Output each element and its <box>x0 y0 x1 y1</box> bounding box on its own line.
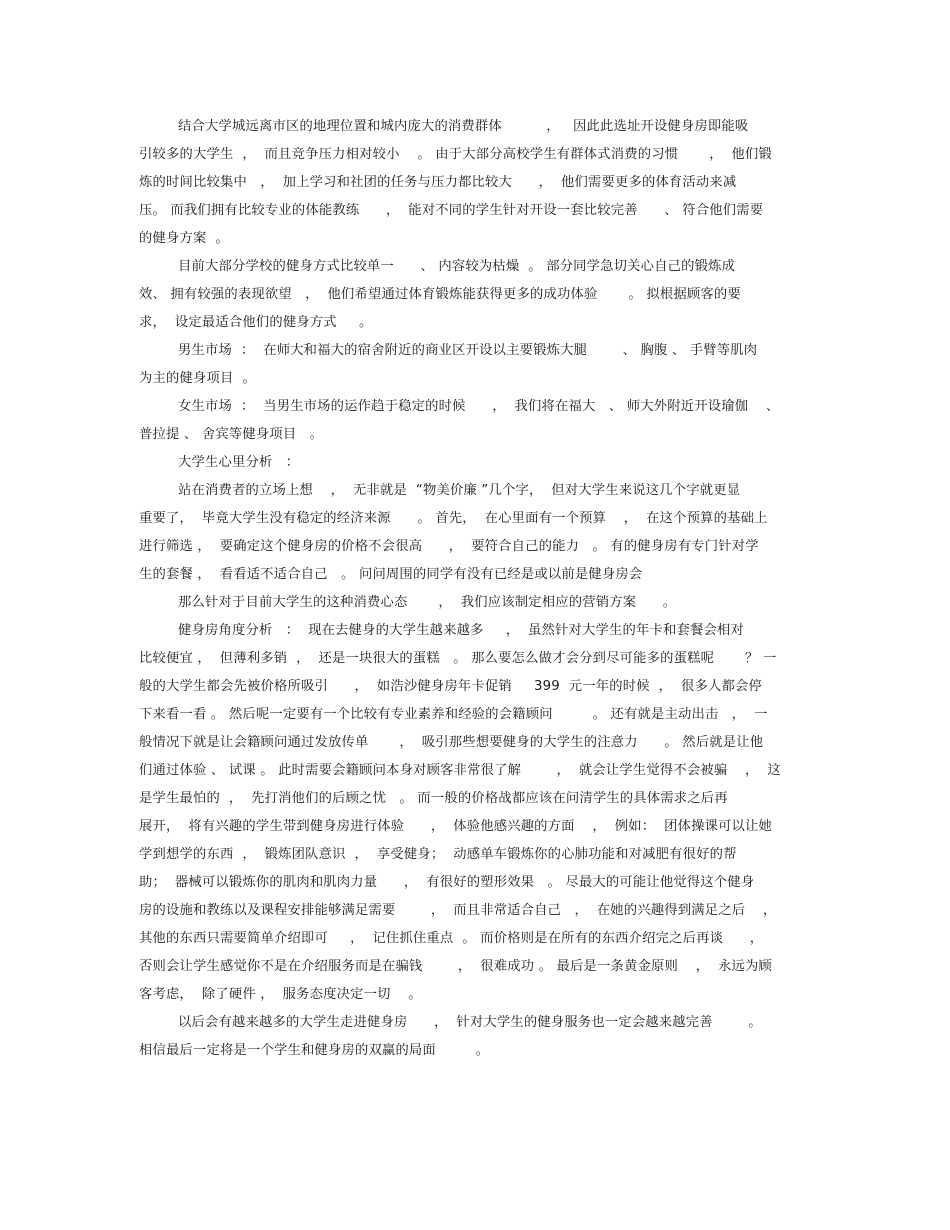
paragraph-line: 学到想学的东西 ， 锻炼团队意识 ， 享受健身； 动感单车锻炼你的心肺功能和对减肥有很好的帮 <box>139 847 737 862</box>
paragraph-line: 般的大学生都会先被价格所吸引 ， 如浩沙健身房年卡促销 399 元一年的时候 ， 很多人都会停 <box>139 679 762 694</box>
paragraph-line: 生的套餐 ， 看看适不适合自己 。 问问周围的同学有没有已经是或以前是健身房会 <box>139 567 643 582</box>
paragraph-line: 站在消费者的立场上想 ， 无非就是 “物美价廉 ”几个字， 但对大学生来说这几个字就更显 <box>178 483 741 498</box>
paragraph-line: 结合大学城远离市区的地理位置和城内庞大的消费群体 ， 因此此选址开设健身房即能吸 <box>178 119 749 134</box>
paragraph-line: 那么针对于目前大学生的这种消费心态 ， 我们应该制定相应的营销方案 。 <box>178 595 677 610</box>
paragraph-line: 重要了， 毕竟大学生没有稳定的经济来源 。 首先， 在心里面有一个预算 ， 在这个预算的基础上 <box>139 511 768 526</box>
paragraph-line: 目前大部分学校的健身方式比较单一 、 内容较为枯燥 。 部分同学急切关心自己的锻炼成 <box>178 259 736 274</box>
paragraph-line: 求， 设定最适合他们的健身方式 。 <box>139 315 373 330</box>
paragraph-line: 炼的时间比较集中 ， 加上学习和社团的任务与压力都比较大 ， 他们需要更多的体育活动来减 <box>139 175 737 190</box>
paragraph-line: 否则会让学生感觉你不是在介绍服务而是在骗钱 ， 很难成功 。 最后是一条黄金原则 ， 永远为顾 <box>139 959 773 974</box>
paragraph-line: 为主的健身项目 。 <box>139 371 256 386</box>
paragraph-line: 展开， 将有兴趣的学生带到健身房进行体验 ， 体验他感兴趣的方面 ， 例如： 团体操课可以让她 <box>139 819 773 834</box>
paragraph-line: 健身房角度分析 ： 现在去健身的大学生越来越多 ， 虽然针对大学生的年卡和套餐会相对 <box>178 623 745 638</box>
paragraph-line: 客考虑， 除了硬件 ， 服务态度决定一切 。 <box>139 987 422 1002</box>
paragraph-line: 引较多的大学生 ， 而且竞争压力相对较小 。 由于大部分高校学生有群体式消费的习惯 ， 他们锻 <box>139 147 773 162</box>
paragraph-line: 们通过体验 、 试课 。 此时需要会籍顾问本身对顾客非常很了解 ， 就会让学生觉得不会被骗 ， 这 <box>139 763 781 778</box>
paragraph-line: 压。 而我们拥有比较专业的体能教练 ， 能对不同的学生针对开设一套比较完善 、 符合他们需要 <box>139 203 764 218</box>
paragraph-line: 普拉提 、 舍宾等健身项目 。 <box>139 427 324 442</box>
paragraph-line: 的健身方案 。 <box>139 231 229 246</box>
paragraph-line: 般情况下就是让会籍顾问通过发放传单 ， 吸引那些想要健身的大学生的注意力 。 然后就是让他 <box>139 735 764 750</box>
paragraph-line: 男生市场 ： 在师大和福大的宿舍附近的商业区开设以主要锻炼大腿 、 胸腹 、 手臂等肌肉 <box>178 343 758 358</box>
paragraph-line: 下来看一看 。 然后呢一定要有一个比较有专业素养和经验的会籍顾问 。 还有就是主动出击 ， 一 <box>139 707 768 722</box>
paragraph-line: 以后会有越来越多的大学生走进健身房 ， 针对大学生的健身服务也一定会越来越完善 。 <box>178 1015 762 1030</box>
paragraph-line: 比较便宜 ， 但薄利多销 ， 还是一块很大的蛋糕 。 那么要怎么做才会分到尽可能多的蛋糕呢 ？ 一 <box>139 651 777 666</box>
paragraph-line: 效、 拥有较强的表现欲望 ， 他们希望通过体育锻炼能获得更多的成功体验 。 拟根据顾客的要 <box>139 287 741 302</box>
paragraph-line: 房的设施和教练以及课程安排能够满足需要 ， 而且非常适合自己 ， 在她的兴趣得到满足之后 ， <box>139 903 777 918</box>
paragraph-line: 是学生最怕的 ， 先打消他们的后顾之忧 。 而一般的价格战都应该在问清学生的具体需求之后再 <box>139 791 728 806</box>
paragraph-line: 相信最后一定将是一个学生和健身房的双赢的局面 。 <box>139 1043 490 1058</box>
paragraph-line: 进行筛选 ， 要确定这个健身房的价格不会很高 ， 要符合自己的能力 。 有的健身房有专门针对学 <box>139 539 759 554</box>
paragraph-line: 助； 器械可以锻炼你的肌肉和肌肉力量 ， 有很好的塑形效果 。 尽最大的可能让他觉得这个健身 <box>139 875 755 890</box>
section-heading: 大学生心里分析 ： <box>178 455 300 470</box>
paragraph-line: 女生市场 ： 当男生市场的运作趋于稳定的时候 ， 我们将在福大 、 师大外附近开设瑜伽 、 <box>178 399 780 414</box>
paragraph-line: 其他的东西只需要简单介绍即可 ， 记住抓住重点 。 而价格则是在所有的东西介绍完之后再谈 ， <box>139 931 764 946</box>
